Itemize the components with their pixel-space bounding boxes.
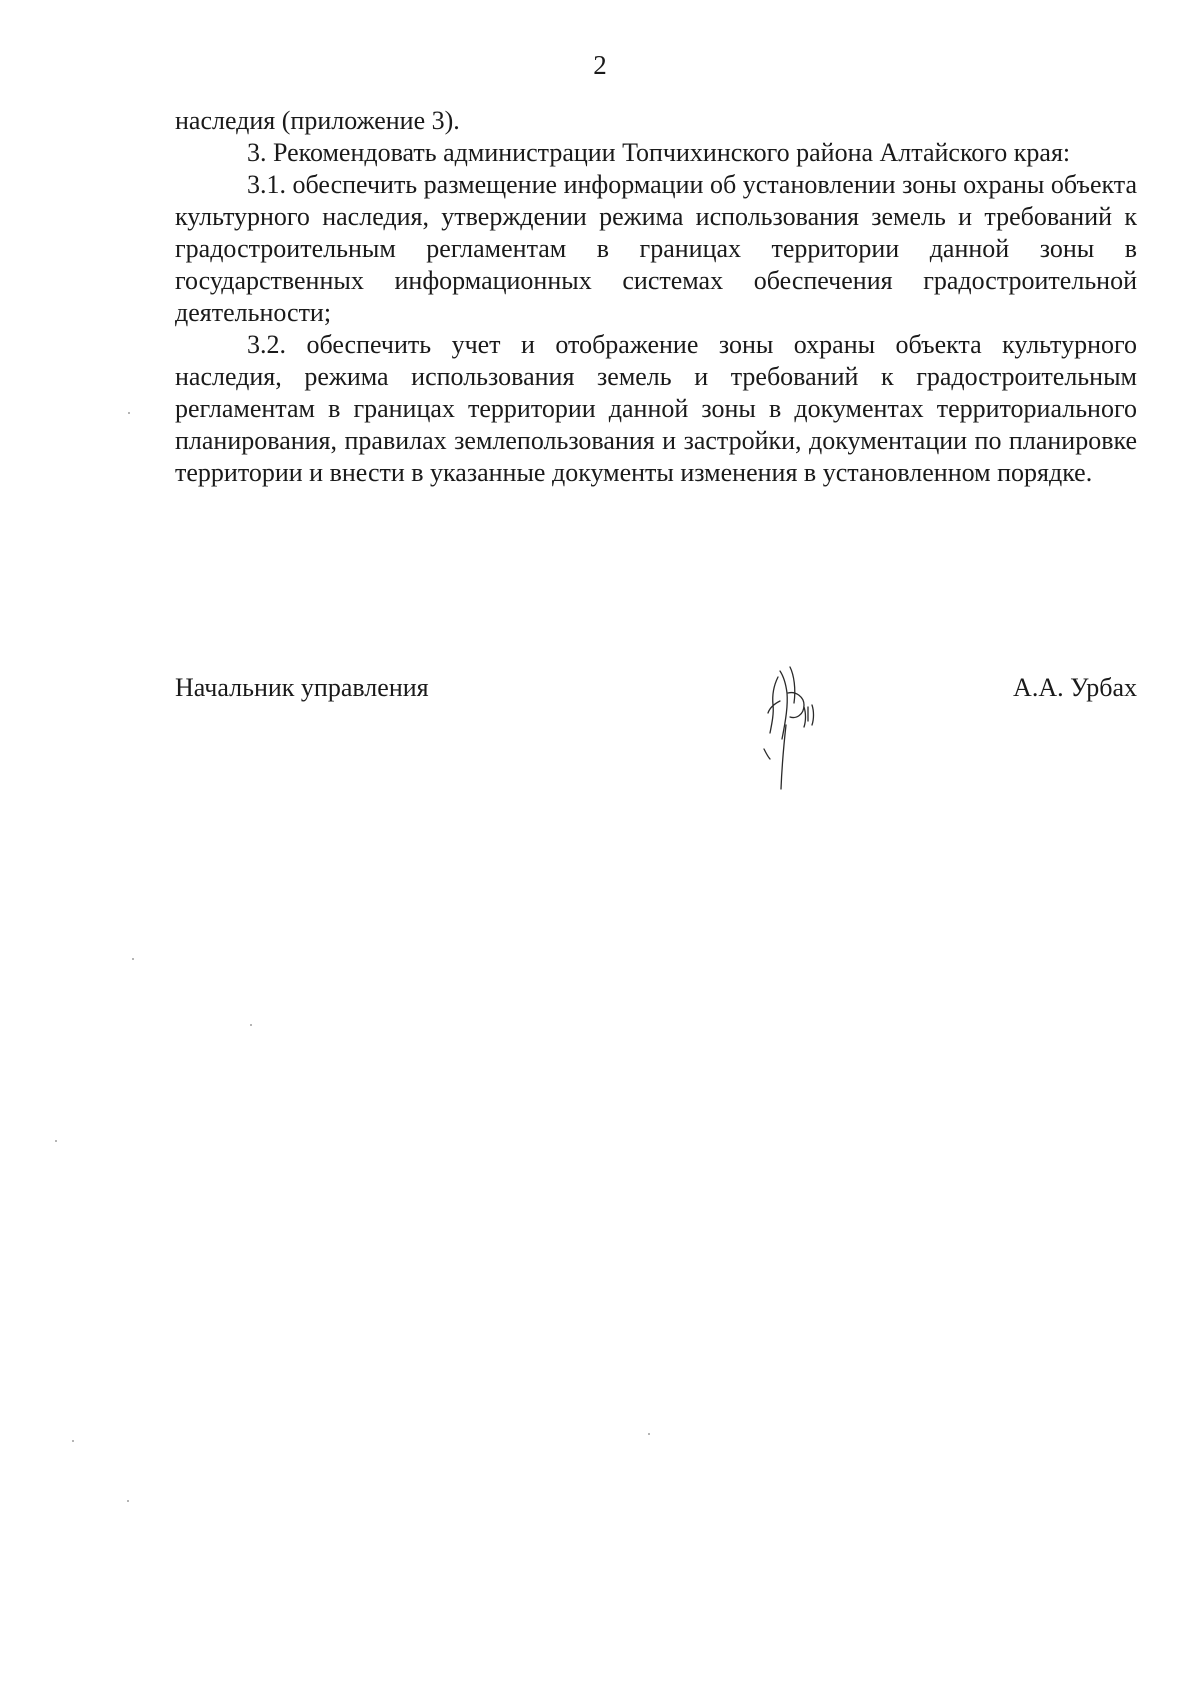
paragraph-item-3-1: 3.1. обеспечить размещение информации об установлении зоны охраны объекта культурного наследия, утверждении режима использования земель и требований к градостроительным регламентам в границах территории данной зоны в государственных информационных системах обеспечения градостроительной деятельности; bbox=[175, 170, 1137, 327]
paragraph-item-3: 3. Рекомендовать администрации Топчихинского района Алтайского края: bbox=[247, 138, 1071, 167]
signatory-title: Начальник управления bbox=[175, 673, 429, 702]
paragraph-item-3-2: 3.2. обеспечить учет и отображение зоны охраны объекта культурного наследия, режима использования земель и требований к градостроительным регламентам в границах территории данной зоны в документах территориального планирования, правилах землепользования и застройки, документации по планировке территории и внести в указанные документы изменения в установленном порядке. bbox=[175, 330, 1137, 487]
signature-block bbox=[175, 672, 1137, 712]
scan-speck bbox=[128, 412, 130, 414]
handwritten-signature bbox=[760, 663, 850, 803]
scan-speck bbox=[250, 1024, 252, 1026]
document-body bbox=[175, 105, 1137, 489]
scan-speck bbox=[648, 1433, 650, 1435]
page-number: 2 bbox=[593, 50, 607, 80]
paragraph-continuation: наследия (приложение 3). bbox=[175, 106, 460, 135]
scan-speck bbox=[55, 1140, 57, 1142]
scan-speck bbox=[132, 958, 134, 960]
signatory-name: А.А. Урбах bbox=[1013, 673, 1137, 702]
scan-speck bbox=[127, 1500, 129, 1502]
scan-speck bbox=[72, 1440, 74, 1442]
